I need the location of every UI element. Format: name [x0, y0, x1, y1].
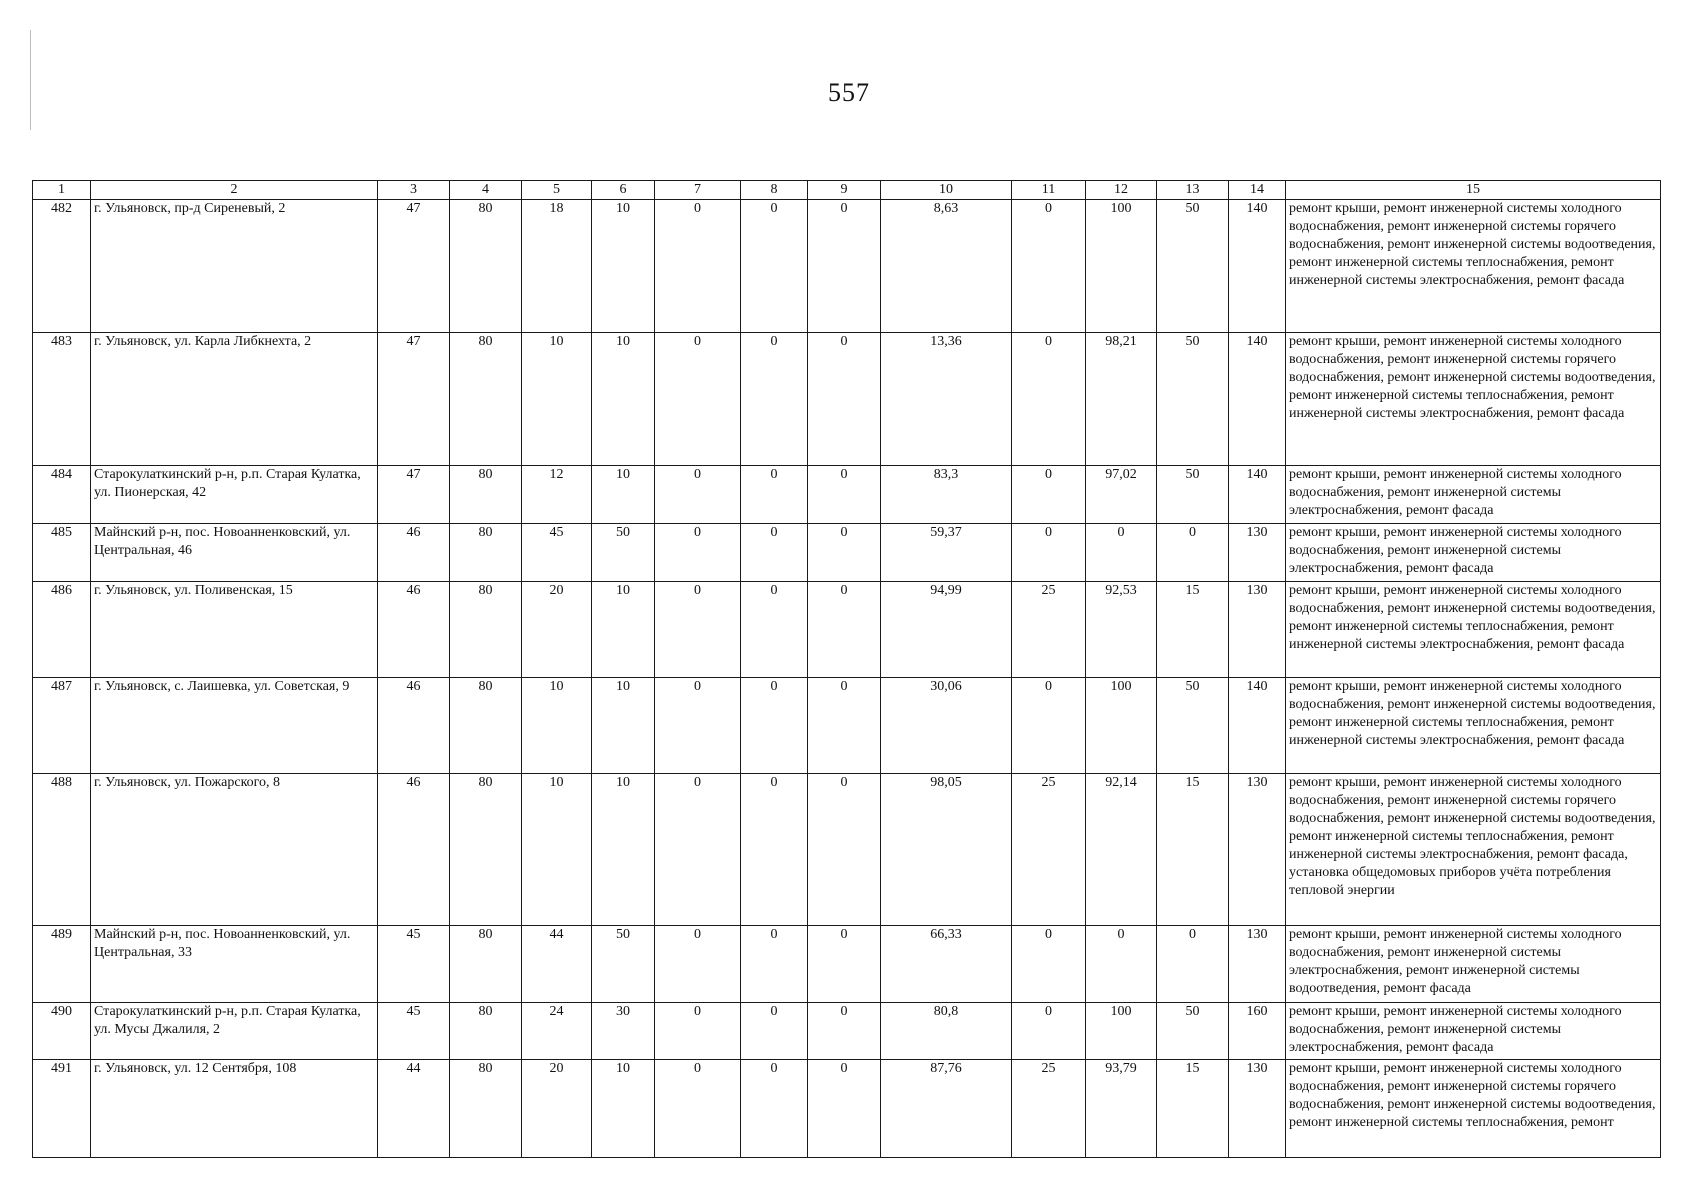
- col-8-cell: 0: [741, 678, 808, 774]
- page-number: 557: [828, 78, 870, 107]
- address-cell: г. Ульяновск, ул. Поливенская, 15: [91, 582, 378, 678]
- col-7-cell: 0: [655, 466, 741, 524]
- column-header: 15: [1286, 181, 1661, 200]
- col-3-cell: 44: [378, 1060, 450, 1158]
- col-9-cell: 0: [808, 524, 881, 582]
- repair-works-cell: ремонт крыши, ремонт инженерной системы холодного водоснабжения, ремонт инженерной системы электроснабжения, ремонт инженерной системы водоотведения, ремонт фасада: [1286, 926, 1661, 1003]
- col-13-cell: 15: [1157, 774, 1229, 926]
- repair-table: [32, 180, 1661, 1158]
- col-12-cell: 100: [1086, 678, 1157, 774]
- table-row: [33, 200, 1661, 333]
- col-14-cell: 130: [1229, 1060, 1286, 1158]
- col-10-cell: 94,99: [881, 582, 1012, 678]
- repair-works-cell: ремонт крыши, ремонт инженерной системы холодного водоснабжения, ремонт инженерной системы водоотведения, ремонт инженерной системы теплоснабжения, ремонт инженерной системы электроснабжения, ремонт фасада: [1286, 678, 1661, 774]
- col-6-cell: 30: [592, 1003, 655, 1060]
- col-9-cell: 0: [808, 1060, 881, 1158]
- col-4-cell: 80: [450, 582, 522, 678]
- column-header: 13: [1157, 181, 1229, 200]
- col-12-cell: 98,21: [1086, 333, 1157, 466]
- row-number-cell: 484: [33, 466, 91, 524]
- repair-works-cell: ремонт крыши, ремонт инженерной системы холодного водоснабжения, ремонт инженерной системы горячего водоснабжения, ремонт инженерной системы водоотведения, ремонт инженерной системы теплоснабжения, ремонт инженерной системы электроснабжения, ремонт фасада, установка общедомовых приборов учёта потребления тепловой энергии: [1286, 774, 1661, 926]
- col-9-cell: 0: [808, 582, 881, 678]
- col-14-cell: 140: [1229, 333, 1286, 466]
- repair-works-cell: ремонт крыши, ремонт инженерной системы холодного водоснабжения, ремонт инженерной системы электроснабжения, ремонт фасада: [1286, 466, 1661, 524]
- address-cell: Майнский р-н, пос. Новоанненковский, ул. Центральная, 33: [91, 926, 378, 1003]
- column-header: 4: [450, 181, 522, 200]
- column-number-row: [33, 181, 1661, 200]
- col-10-cell: 30,06: [881, 678, 1012, 774]
- table-row: [33, 466, 1661, 524]
- col-5-cell: 20: [522, 1060, 592, 1158]
- col-7-cell: 0: [655, 333, 741, 466]
- col-12-cell: 100: [1086, 1003, 1157, 1060]
- col-5-cell: 10: [522, 333, 592, 466]
- col-14-cell: 130: [1229, 926, 1286, 1003]
- col-11-cell: 0: [1012, 524, 1086, 582]
- col-4-cell: 80: [450, 466, 522, 524]
- col-5-cell: 10: [522, 774, 592, 926]
- col-8-cell: 0: [741, 1003, 808, 1060]
- column-header: 12: [1086, 181, 1157, 200]
- col-12-cell: 92,53: [1086, 582, 1157, 678]
- col-9-cell: 0: [808, 678, 881, 774]
- col-11-cell: 25: [1012, 1060, 1086, 1158]
- col-12-cell: 97,02: [1086, 466, 1157, 524]
- col-8-cell: 0: [741, 466, 808, 524]
- col-6-cell: 50: [592, 524, 655, 582]
- col-8-cell: 0: [741, 926, 808, 1003]
- col-13-cell: 0: [1157, 524, 1229, 582]
- table-row: [33, 582, 1661, 678]
- col-7-cell: 0: [655, 774, 741, 926]
- col-14-cell: 140: [1229, 466, 1286, 524]
- col-7-cell: 0: [655, 1003, 741, 1060]
- address-cell: Майнский р-н, пос. Новоанненковский, ул. Центральная, 46: [91, 524, 378, 582]
- column-header: 7: [655, 181, 741, 200]
- col-14-cell: 130: [1229, 774, 1286, 926]
- table-body: [33, 200, 1661, 1158]
- address-cell: г. Ульяновск, ул. Карла Либкнехта, 2: [91, 333, 378, 466]
- repair-works-cell: ремонт крыши, ремонт инженерной системы холодного водоснабжения, ремонт инженерной системы горячего водоснабжения, ремонт инженерной системы водоотведения, ремонт инженерной системы теплоснабжения, ремонт инженерной системы электроснабжения, ремонт фасада: [1286, 333, 1661, 466]
- address-cell: г. Ульяновск, с. Лаишевка, ул. Советская, 9: [91, 678, 378, 774]
- col-3-cell: 46: [378, 524, 450, 582]
- col-7-cell: 0: [655, 524, 741, 582]
- col-10-cell: 80,8: [881, 1003, 1012, 1060]
- col-11-cell: 0: [1012, 926, 1086, 1003]
- col-13-cell: 0: [1157, 926, 1229, 1003]
- col-7-cell: 0: [655, 200, 741, 333]
- col-11-cell: 0: [1012, 333, 1086, 466]
- col-8-cell: 0: [741, 524, 808, 582]
- table-row: [33, 926, 1661, 1003]
- col-4-cell: 80: [450, 678, 522, 774]
- col-4-cell: 80: [450, 524, 522, 582]
- col-3-cell: 45: [378, 926, 450, 1003]
- row-number-cell: 491: [33, 1060, 91, 1158]
- col-4-cell: 80: [450, 1060, 522, 1158]
- col-13-cell: 50: [1157, 333, 1229, 466]
- table-row: [33, 333, 1661, 466]
- col-5-cell: 18: [522, 200, 592, 333]
- column-header: 2: [91, 181, 378, 200]
- col-4-cell: 80: [450, 774, 522, 926]
- address-cell: Старокулаткинский р-н, р.п. Старая Кулатка, ул. Пионерская, 42: [91, 466, 378, 524]
- row-number-cell: 483: [33, 333, 91, 466]
- col-8-cell: 0: [741, 774, 808, 926]
- col-4-cell: 80: [450, 333, 522, 466]
- col-8-cell: 0: [741, 582, 808, 678]
- col-6-cell: 50: [592, 926, 655, 1003]
- table-row: [33, 678, 1661, 774]
- col-13-cell: 50: [1157, 1003, 1229, 1060]
- col-4-cell: 80: [450, 1003, 522, 1060]
- col-12-cell: 0: [1086, 524, 1157, 582]
- col-11-cell: 0: [1012, 1003, 1086, 1060]
- col-7-cell: 0: [655, 582, 741, 678]
- col-5-cell: 44: [522, 926, 592, 1003]
- address-cell: Старокулаткинский р-н, р.п. Старая Кулатка, ул. Мусы Джалиля, 2: [91, 1003, 378, 1060]
- col-10-cell: 59,37: [881, 524, 1012, 582]
- col-11-cell: 0: [1012, 466, 1086, 524]
- col-6-cell: 10: [592, 200, 655, 333]
- col-6-cell: 10: [592, 774, 655, 926]
- col-5-cell: 24: [522, 1003, 592, 1060]
- col-8-cell: 0: [741, 1060, 808, 1158]
- col-9-cell: 0: [808, 1003, 881, 1060]
- col-10-cell: 87,76: [881, 1060, 1012, 1158]
- col-10-cell: 13,36: [881, 333, 1012, 466]
- column-header: 3: [378, 181, 450, 200]
- col-9-cell: 0: [808, 200, 881, 333]
- table-row: [33, 1060, 1661, 1158]
- col-13-cell: 50: [1157, 200, 1229, 333]
- col-10-cell: 8,63: [881, 200, 1012, 333]
- row-number-cell: 489: [33, 926, 91, 1003]
- col-8-cell: 0: [741, 333, 808, 466]
- col-13-cell: 15: [1157, 1060, 1229, 1158]
- table-row: [33, 1003, 1661, 1060]
- col-4-cell: 80: [450, 200, 522, 333]
- col-14-cell: 140: [1229, 678, 1286, 774]
- col-14-cell: 130: [1229, 524, 1286, 582]
- address-cell: г. Ульяновск, ул. Пожарского, 8: [91, 774, 378, 926]
- col-3-cell: 45: [378, 1003, 450, 1060]
- column-header: 8: [741, 181, 808, 200]
- col-5-cell: 45: [522, 524, 592, 582]
- column-header: 10: [881, 181, 1012, 200]
- col-12-cell: 0: [1086, 926, 1157, 1003]
- col-7-cell: 0: [655, 926, 741, 1003]
- col-8-cell: 0: [741, 200, 808, 333]
- col-9-cell: 0: [808, 774, 881, 926]
- column-header: 6: [592, 181, 655, 200]
- column-header: 9: [808, 181, 881, 200]
- row-number-cell: 486: [33, 582, 91, 678]
- repair-works-cell: ремонт крыши, ремонт инженерной системы холодного водоснабжения, ремонт инженерной системы горячего водоснабжения, ремонт инженерной системы водоотведения, ремонт инженерной системы теплоснабжения, ремонт инженерной системы электроснабжения, ремонт фасада: [1286, 200, 1661, 333]
- col-11-cell: 0: [1012, 200, 1086, 333]
- address-cell: г. Ульяновск, ул. 12 Сентября, 108: [91, 1060, 378, 1158]
- repair-works-cell: ремонт крыши, ремонт инженерной системы холодного водоснабжения, ремонт инженерной системы водоотведения, ремонт инженерной системы теплоснабжения, ремонт инженерной системы электроснабжения, ремонт фасада: [1286, 582, 1661, 678]
- col-6-cell: 10: [592, 466, 655, 524]
- repair-works-cell: ремонт крыши, ремонт инженерной системы холодного водоснабжения, ремонт инженерной системы горячего водоснабжения, ремонт инженерной системы водоотведения, ремонт инженерной системы теплоснабжения, ремонт: [1286, 1060, 1661, 1158]
- column-header: 14: [1229, 181, 1286, 200]
- row-number-cell: 482: [33, 200, 91, 333]
- col-12-cell: 92,14: [1086, 774, 1157, 926]
- col-3-cell: 46: [378, 678, 450, 774]
- col-3-cell: 47: [378, 200, 450, 333]
- row-number-cell: 488: [33, 774, 91, 926]
- col-3-cell: 46: [378, 582, 450, 678]
- table-row: [33, 774, 1661, 926]
- col-5-cell: 20: [522, 582, 592, 678]
- col-10-cell: 83,3: [881, 466, 1012, 524]
- col-5-cell: 10: [522, 678, 592, 774]
- col-3-cell: 47: [378, 466, 450, 524]
- col-14-cell: 130: [1229, 582, 1286, 678]
- col-11-cell: 0: [1012, 678, 1086, 774]
- table-row: [33, 524, 1661, 582]
- col-11-cell: 25: [1012, 582, 1086, 678]
- col-14-cell: 160: [1229, 1003, 1286, 1060]
- col-9-cell: 0: [808, 333, 881, 466]
- col-6-cell: 10: [592, 1060, 655, 1158]
- col-9-cell: 0: [808, 466, 881, 524]
- col-11-cell: 25: [1012, 774, 1086, 926]
- col-12-cell: 93,79: [1086, 1060, 1157, 1158]
- col-3-cell: 46: [378, 774, 450, 926]
- repair-works-cell: ремонт крыши, ремонт инженерной системы холодного водоснабжения, ремонт инженерной системы электроснабжения, ремонт фасада: [1286, 1003, 1661, 1060]
- row-number-cell: 485: [33, 524, 91, 582]
- col-13-cell: 50: [1157, 466, 1229, 524]
- col-10-cell: 98,05: [881, 774, 1012, 926]
- col-6-cell: 10: [592, 678, 655, 774]
- col-7-cell: 0: [655, 678, 741, 774]
- col-4-cell: 80: [450, 926, 522, 1003]
- repair-works-cell: ремонт крыши, ремонт инженерной системы холодного водоснабжения, ремонт инженерной системы электроснабжения, ремонт фасада: [1286, 524, 1661, 582]
- col-6-cell: 10: [592, 333, 655, 466]
- column-header: 11: [1012, 181, 1086, 200]
- col-10-cell: 66,33: [881, 926, 1012, 1003]
- col-7-cell: 0: [655, 1060, 741, 1158]
- row-number-cell: 490: [33, 1003, 91, 1060]
- col-6-cell: 10: [592, 582, 655, 678]
- column-header: 5: [522, 181, 592, 200]
- address-cell: г. Ульяновск, пр-д Сиреневый, 2: [91, 200, 378, 333]
- row-number-cell: 487: [33, 678, 91, 774]
- col-3-cell: 47: [378, 333, 450, 466]
- col-13-cell: 50: [1157, 678, 1229, 774]
- col-13-cell: 15: [1157, 582, 1229, 678]
- col-5-cell: 12: [522, 466, 592, 524]
- column-header: 1: [33, 181, 91, 200]
- col-12-cell: 100: [1086, 200, 1157, 333]
- col-14-cell: 140: [1229, 200, 1286, 333]
- col-9-cell: 0: [808, 926, 881, 1003]
